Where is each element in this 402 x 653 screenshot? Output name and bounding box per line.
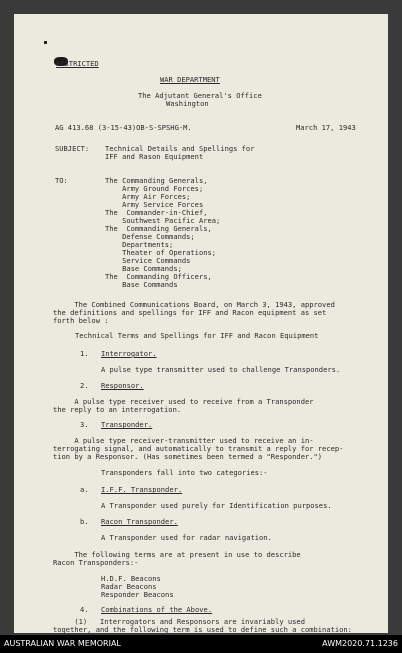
item-4-text: (1) Interrogators and Responsors are invariably used [53,617,305,626]
item-b-text: A Transponder used for radar navigation. [101,533,272,542]
department-title: WAR DEPARTMENT [160,75,220,84]
item-3-title: Transponder. [101,420,153,429]
subject-line-2: IFF and Rason Equipment [105,152,204,161]
terms-text: Racon Transponders:- [53,558,139,567]
item-a-letter: a. [80,485,89,494]
addressee-line: Army Ground Forces; [105,184,204,193]
item-3-text: terrogating signal, and automatically to transmit a reply for recep- [53,444,344,453]
footer-bar [0,635,402,653]
addressee-line: The Commanding Generals, [105,176,208,185]
terms-text: The following terms are at present in use to describe [53,550,301,559]
addressee-line: Army Service Forces [105,200,204,209]
beacon-term: Responder Beacons [101,590,174,599]
addressee-line: Departments; [105,240,174,249]
addressee-line: Base Commands [105,280,178,289]
item-a-title: I.F.F. Transponder. [101,485,183,494]
item-3-text: A pulse type receiver-transmitter used to receive an in- [53,436,314,445]
item-a-text: A Transponder used purely for Identification purposes. [101,501,332,510]
item-1-number: 1. [80,349,89,358]
item-3-categories: Transponders fall into two categories:- [101,468,268,477]
item-2-text: the reply to an interrogation. [53,405,182,414]
reference-number: AG 413.68 (3-15-43)OB-S-SPSHG-M. [55,123,192,132]
restricted-stamp: RESTRICTED [56,59,99,68]
document-page [14,14,388,633]
item-b-title: Racon Transponder. [101,517,178,526]
memo-date: March 17, 1943 [296,123,356,132]
intro-line: The Combined Communications Board, on March 3, 1943, approved [53,300,335,309]
footer-collection: AUSTRALIAN WAR MEMORIAL [4,639,121,648]
subject-label: SUBJECT: [55,144,90,153]
addressee-line: The Commander-in-Chief, [105,208,208,217]
item-3-number: 3. [80,420,89,429]
item-2-text: A pulse type receiver used to receive from a Transponder [53,397,314,406]
item-1-text: A pulse type transmitter used to challenge Transponders. [101,365,341,374]
footer-accession-number: AWM2020.71.1236 [322,639,398,648]
item-4-text: together, and the following term is used to define such a combination: [53,625,352,633]
addressee-line: Base Commands; [105,264,182,273]
subject-line-1: Technical Details and Spellings for [105,144,255,153]
addressee-line: The Commanding Generals, [105,224,212,233]
office-name: The Adjutant General's Office [138,91,262,100]
section-title: Technical Terms and Spellings for IFF and Racon Equipment [75,331,319,340]
office-city: Washington [166,99,209,108]
beacon-term: Radar Beacons [101,582,157,591]
beacon-term: H.D.F. Beacons [101,574,161,583]
addressee-line: Service Commands [105,256,191,265]
addressee-line: The Commanding Officers, [105,272,212,281]
punch-mark [44,41,47,44]
item-2-number: 2. [80,381,89,390]
item-1-title: Interrogator. [101,349,157,358]
item-4-title: Combinations of the Above. [101,605,213,614]
item-2-title: Responsor. [101,381,144,390]
item-b-letter: b. [80,517,89,526]
to-label: TO: [55,176,68,185]
intro-line: the definitions and spellings for IFF and Racon equipment as set [53,308,327,317]
item-4-number: 4. [80,605,89,614]
addressee-line: Defense Commands; [105,232,195,241]
addressee-line: Southwest Pacific Area; [105,216,221,225]
item-3-text: tion by a Responsor. (Has sometimes been termed a "Responder.") [53,452,323,461]
addressee-line: Theater of Operations; [105,248,217,257]
addressee-line: Army Air Forces; [105,192,191,201]
intro-line: forth below : [53,316,109,325]
